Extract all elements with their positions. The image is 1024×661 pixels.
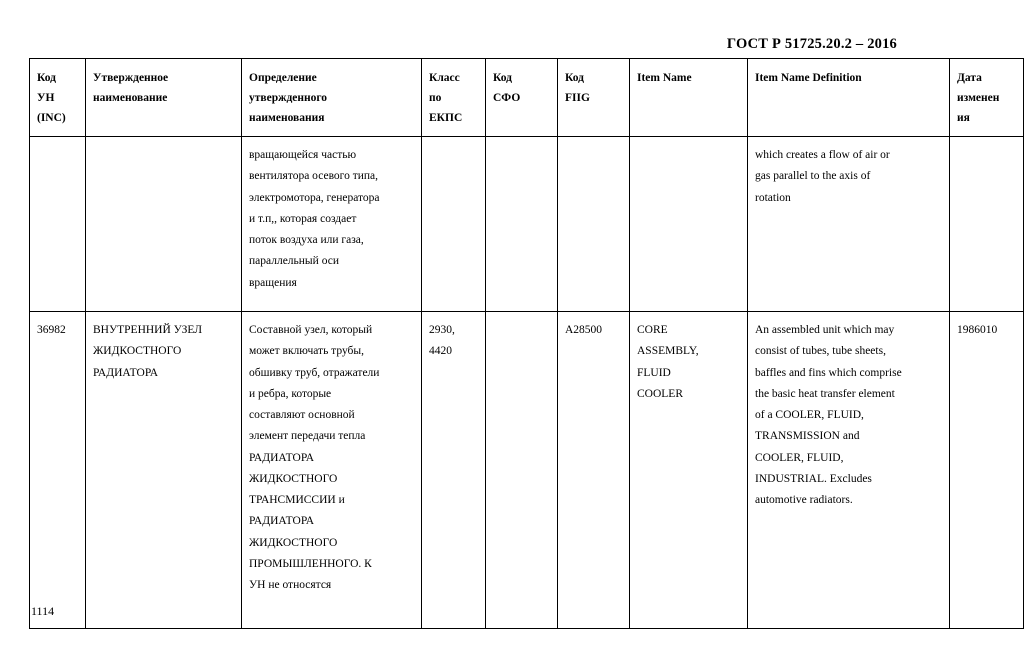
cell-code-fiig — [558, 137, 630, 312]
table-row — [30, 312, 1024, 629]
cell-code-fiig: A28500 — [558, 312, 630, 629]
document-standard-header: ГОСТ Р 51725.20.2 – 2016 — [726, 36, 897, 52]
table-row — [30, 137, 1024, 312]
cell-code-sfo — [486, 312, 558, 629]
column-header-item-name-definition: Item Name Definition — [748, 59, 950, 137]
cell-change-date: 1986010 — [950, 312, 1024, 629]
gost-specification-table — [29, 58, 1024, 629]
cell-change-date — [950, 137, 1024, 312]
column-header-approved-name: Утвержденное наименование — [86, 59, 242, 137]
cell-definition: Составной узел, который может включать трубы, обшивку труб, отражатели и ребра, которые составляют основной элемент передачи тепла РАДИАТОРА ЖИДКОСТНОГО ТРАНСМИССИИ и РАДИАТОРА ЖИДКОСТНОГО ПРОМЫШЛЕННОГО. К УН не относятся — [242, 312, 422, 629]
cell-item-name-definition: An assembled unit which may consist of tubes, tube sheets, baffles and fins which comprise the basic heat transfer element of a COOLER, FLUID, TRANSMISSION and COOLER, FLUID, INDUSTRIAL. Excludes automotive radiators. — [748, 312, 950, 629]
cell-code-un: 36982 — [30, 312, 86, 629]
cell-code-sfo — [486, 137, 558, 312]
cell-definition: вращающейся частью вентилятора осевого типа, электромотора, генератора и т.п,, которая создает поток воздуха или газа, параллельный оси вращения — [242, 137, 422, 312]
cell-code-un — [30, 137, 86, 312]
cell-item-name — [630, 137, 748, 312]
column-header-change-date: Дата изменен ия — [950, 59, 1024, 137]
table-header-row-group — [30, 59, 1024, 137]
column-header-class-ekps: Класс по ЕКПС — [422, 59, 486, 137]
column-header-item-name: Item Name — [630, 59, 748, 137]
cell-approved-name: ВНУТРЕННИЙ УЗЕЛ ЖИДКОСТНОГО РАДИАТОРА — [86, 312, 242, 629]
cell-class-ekps — [422, 137, 486, 312]
column-header-code-fiig: Код FIIG — [558, 59, 630, 137]
column-header-definition: Определение утвержденного наименования — [242, 59, 422, 137]
cell-class-ekps: 2930, 4420 — [422, 312, 486, 629]
column-header-code-un: Код УН (INC) — [30, 59, 86, 137]
column-header-code-sfo: Код СФО — [486, 59, 558, 137]
cell-approved-name — [86, 137, 242, 312]
cell-item-name: CORE ASSEMBLY, FLUID COOLER — [630, 312, 748, 629]
table-body — [30, 137, 1024, 629]
cell-item-name-definition: which creates a flow of air or gas parallel to the axis of rotation — [748, 137, 950, 312]
page-number: 1114 — [31, 604, 55, 618]
table-header-row — [30, 59, 1024, 137]
